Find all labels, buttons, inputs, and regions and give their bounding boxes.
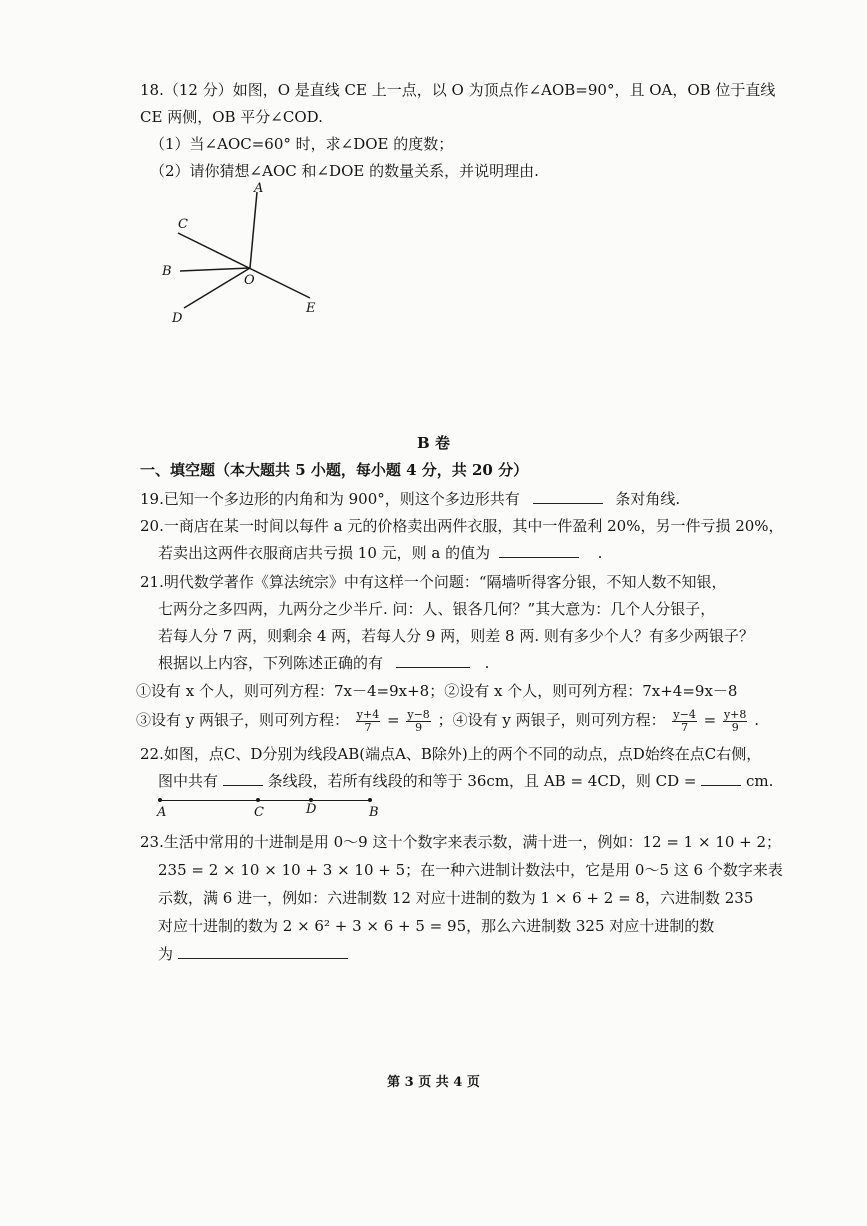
label-a: A [254, 181, 264, 196]
q21-option-4-text: ；④设有 y 两银子，则可列方程： [437, 711, 666, 729]
q23-line-2: 235 = 2 × 10 × 10 + 3 × 10 + 5；在一种六进制计数法中，它是用 0～5 这 6 个数字来表 [158, 861, 783, 879]
q21-line-4 [158, 653, 489, 673]
label-e: E [306, 301, 316, 316]
q23-line-3: 示数，满 6 进一，例如：六进制数 12 对应十进制的数为 1 × 6 + 2 = 8，六进制数 235 [158, 889, 754, 907]
label-d: D [172, 311, 183, 326]
q18-line-2: CE 两侧，OB 平分∠COD. [140, 108, 323, 126]
label-b: B [162, 264, 172, 279]
fraction-y-minus-8-over-9: $\frac{y-8}{9}$ [407, 707, 430, 734]
q19 [140, 489, 680, 509]
q21-line-3: 若每人分 7 两，则剩余 4 两，若每人分 9 两，则差 8 两. 则有多少个人？有多少两银子？ [158, 627, 754, 645]
ray-ob [180, 268, 250, 271]
q21-answer-blank[interactable] [396, 653, 470, 668]
q21-options-3-4 [136, 705, 759, 735]
q18-angle-figure [150, 180, 340, 330]
q22-line-2 [158, 771, 773, 791]
line-ce [178, 233, 310, 298]
q21-option-3-text: ③设有 y 两银子，则可列方程： [136, 711, 350, 729]
q20-text: 若卖出这两件衣服商店共亏损 10 元，则 a 的值为 [158, 544, 491, 562]
q20-line-1: 20.一商店在某一时间以每件 a 元的价格卖出两件衣服，其中一件盈利 20%，另一件亏损 20%， [140, 517, 784, 535]
q22-text-b: 条线段，若所有线段的和等于 36cm，且 AB = 4CD，则 CD = [267, 772, 697, 790]
q20-answer-blank[interactable] [499, 543, 579, 558]
label-o: O [244, 273, 255, 288]
label-c: C [178, 217, 188, 232]
section-b-header: 一、填空题（本大题共 5 小题，每小题 4 分，共 20 分） [140, 461, 529, 479]
point-c-dot [256, 798, 260, 802]
q23-line-5 [158, 944, 348, 964]
page-footer: 第 3 页 共 4 页 [387, 1075, 480, 1090]
ray-oa [250, 192, 257, 268]
q21-prompt-end: . [484, 654, 490, 672]
point-b-dot [368, 798, 372, 802]
point-a-label: A [157, 805, 167, 820]
q22-line-1: 22.如图，点C、D分别为线段AB(端点A、B除外)上的两个不同的动点，点D始终在点C右侧， [140, 745, 762, 763]
equals-sign: = [703, 711, 717, 729]
q23-answer-blank[interactable] [178, 944, 348, 959]
ray-od [184, 268, 250, 308]
fraction-y-plus-8-over-9: $\frac{y+8}{9}$ [723, 707, 747, 734]
q18-part-2: （2）请你猜想∠AOC 和∠DOE 的数量关系，并说明理由. [150, 162, 539, 180]
q22-count-blank[interactable] [223, 771, 263, 786]
fraction-y-plus-4-over-7: $\frac{y+4}{7}$ [356, 707, 380, 734]
q23-line-4: 对应十进制的数为 2 × 6² + 3 × 6 + 5 = 95，那么六进制数 325 对应十进制的数 [158, 917, 715, 935]
point-a-dot [158, 798, 162, 802]
section-b-title: B 卷 [417, 434, 450, 452]
point-c-label: C [254, 805, 264, 820]
q19-text: 19.已知一个多边形的内角和为 900°，则这个多边形共有 [140, 490, 520, 508]
q23-text-end: 为 [158, 945, 174, 963]
q21-options-1-2: ①设有 x 个人，则可列方程：7x－4=9x+8；②设有 x 个人，则可列方程：7x+4=9x－8 [136, 682, 738, 700]
q23-line-1: 23.生活中常用的十进制是用 0～9 这十个数字来表示数，满十进一，例如：12 = 1 × 10 + 2； [140, 833, 782, 851]
q21-line-2: 七两分之多四两，九两分之少半斤. 问：人、银各几何？”其大意为：几个人分银子， [158, 600, 716, 618]
q18-part-1: （1）当∠AOC=60° 时，求∠DOE 的度数； [150, 135, 454, 153]
q20-line-2 [158, 543, 602, 563]
q19-answer-blank[interactable] [533, 489, 603, 504]
q22-cd-blank[interactable] [701, 771, 741, 786]
q18-line-1: 18.（12 分）如图，O 是直线 CE 上一点，以 O 为顶点作∠AOB=90°，且 OA，OB 位于直线 [140, 81, 776, 99]
q19-text-end: 条对角线. [615, 490, 681, 508]
q20-text-end: . [597, 544, 603, 562]
q22-text-a: 图中共有 [158, 772, 219, 790]
q21-end: . [754, 711, 759, 729]
fraction-y-minus-4-over-7: $\frac{y-4}{7}$ [673, 707, 696, 734]
q22-text-c: cm. [746, 772, 774, 790]
segment-ab [160, 800, 370, 801]
equals-sign: = [387, 711, 400, 729]
q21-prompt: 根据以上内容，下列陈述正确的有 [158, 654, 384, 672]
q21-line-1: 21.明代数学著作《算法统宗》中有这样一个问题：“隔墙听得客分银，不知人数不知银， [140, 573, 727, 591]
point-b-label: B [369, 805, 379, 820]
point-d-label: D [306, 802, 317, 817]
